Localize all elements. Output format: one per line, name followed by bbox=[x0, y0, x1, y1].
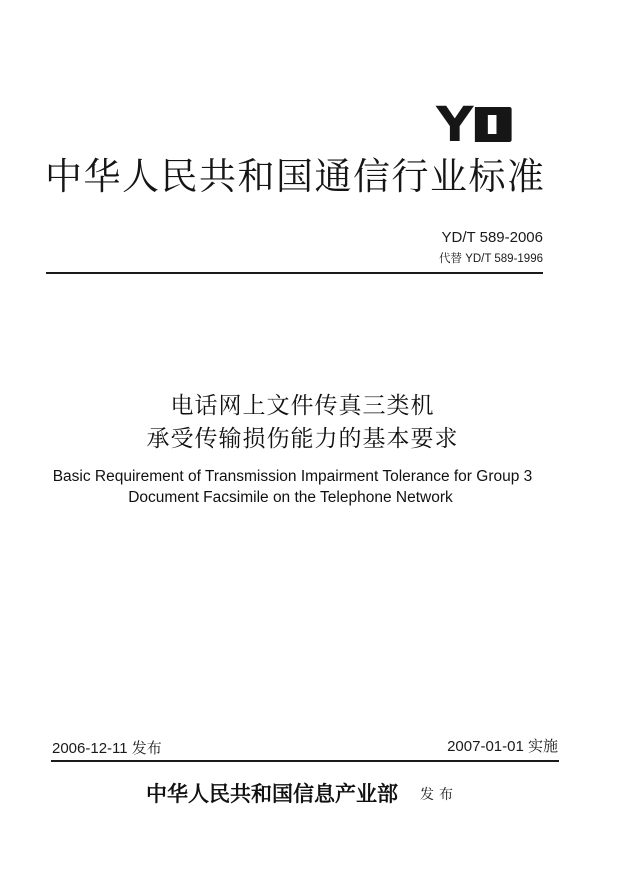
english-title-line-2: Document Facsimile on the Telephone Network bbox=[128, 489, 453, 506]
yd-logo bbox=[436, 97, 511, 153]
effective-date: 2007-01-01 实施 bbox=[447, 738, 558, 755]
replaces-standard: 代替 YD/T 589-1996 bbox=[439, 253, 543, 265]
publish-label: 发布 bbox=[420, 787, 458, 803]
footer-divider bbox=[51, 760, 559, 762]
publisher-name: 中华人民共和国信息产业部 bbox=[146, 781, 398, 806]
logo-letter-y: Y bbox=[436, 97, 473, 153]
english-title-line-1: Basic Requirement of Transmission Impairment Tolerance for Group 3 bbox=[52, 468, 533, 485]
chinese-title-line-1: 电话网上文件传真三类机 bbox=[170, 393, 435, 419]
logo-letter-d-block bbox=[475, 107, 512, 142]
chinese-title-line-2: 承受传输损伤能力的基本要求 bbox=[146, 426, 459, 452]
header-divider bbox=[46, 272, 543, 274]
issue-date: 2006-12-11 发布 bbox=[52, 740, 162, 757]
standard-code: YD/T 589-2006 bbox=[441, 229, 543, 246]
standard-category-heading: 中华人民共和国通信行业标准 bbox=[45, 155, 546, 198]
